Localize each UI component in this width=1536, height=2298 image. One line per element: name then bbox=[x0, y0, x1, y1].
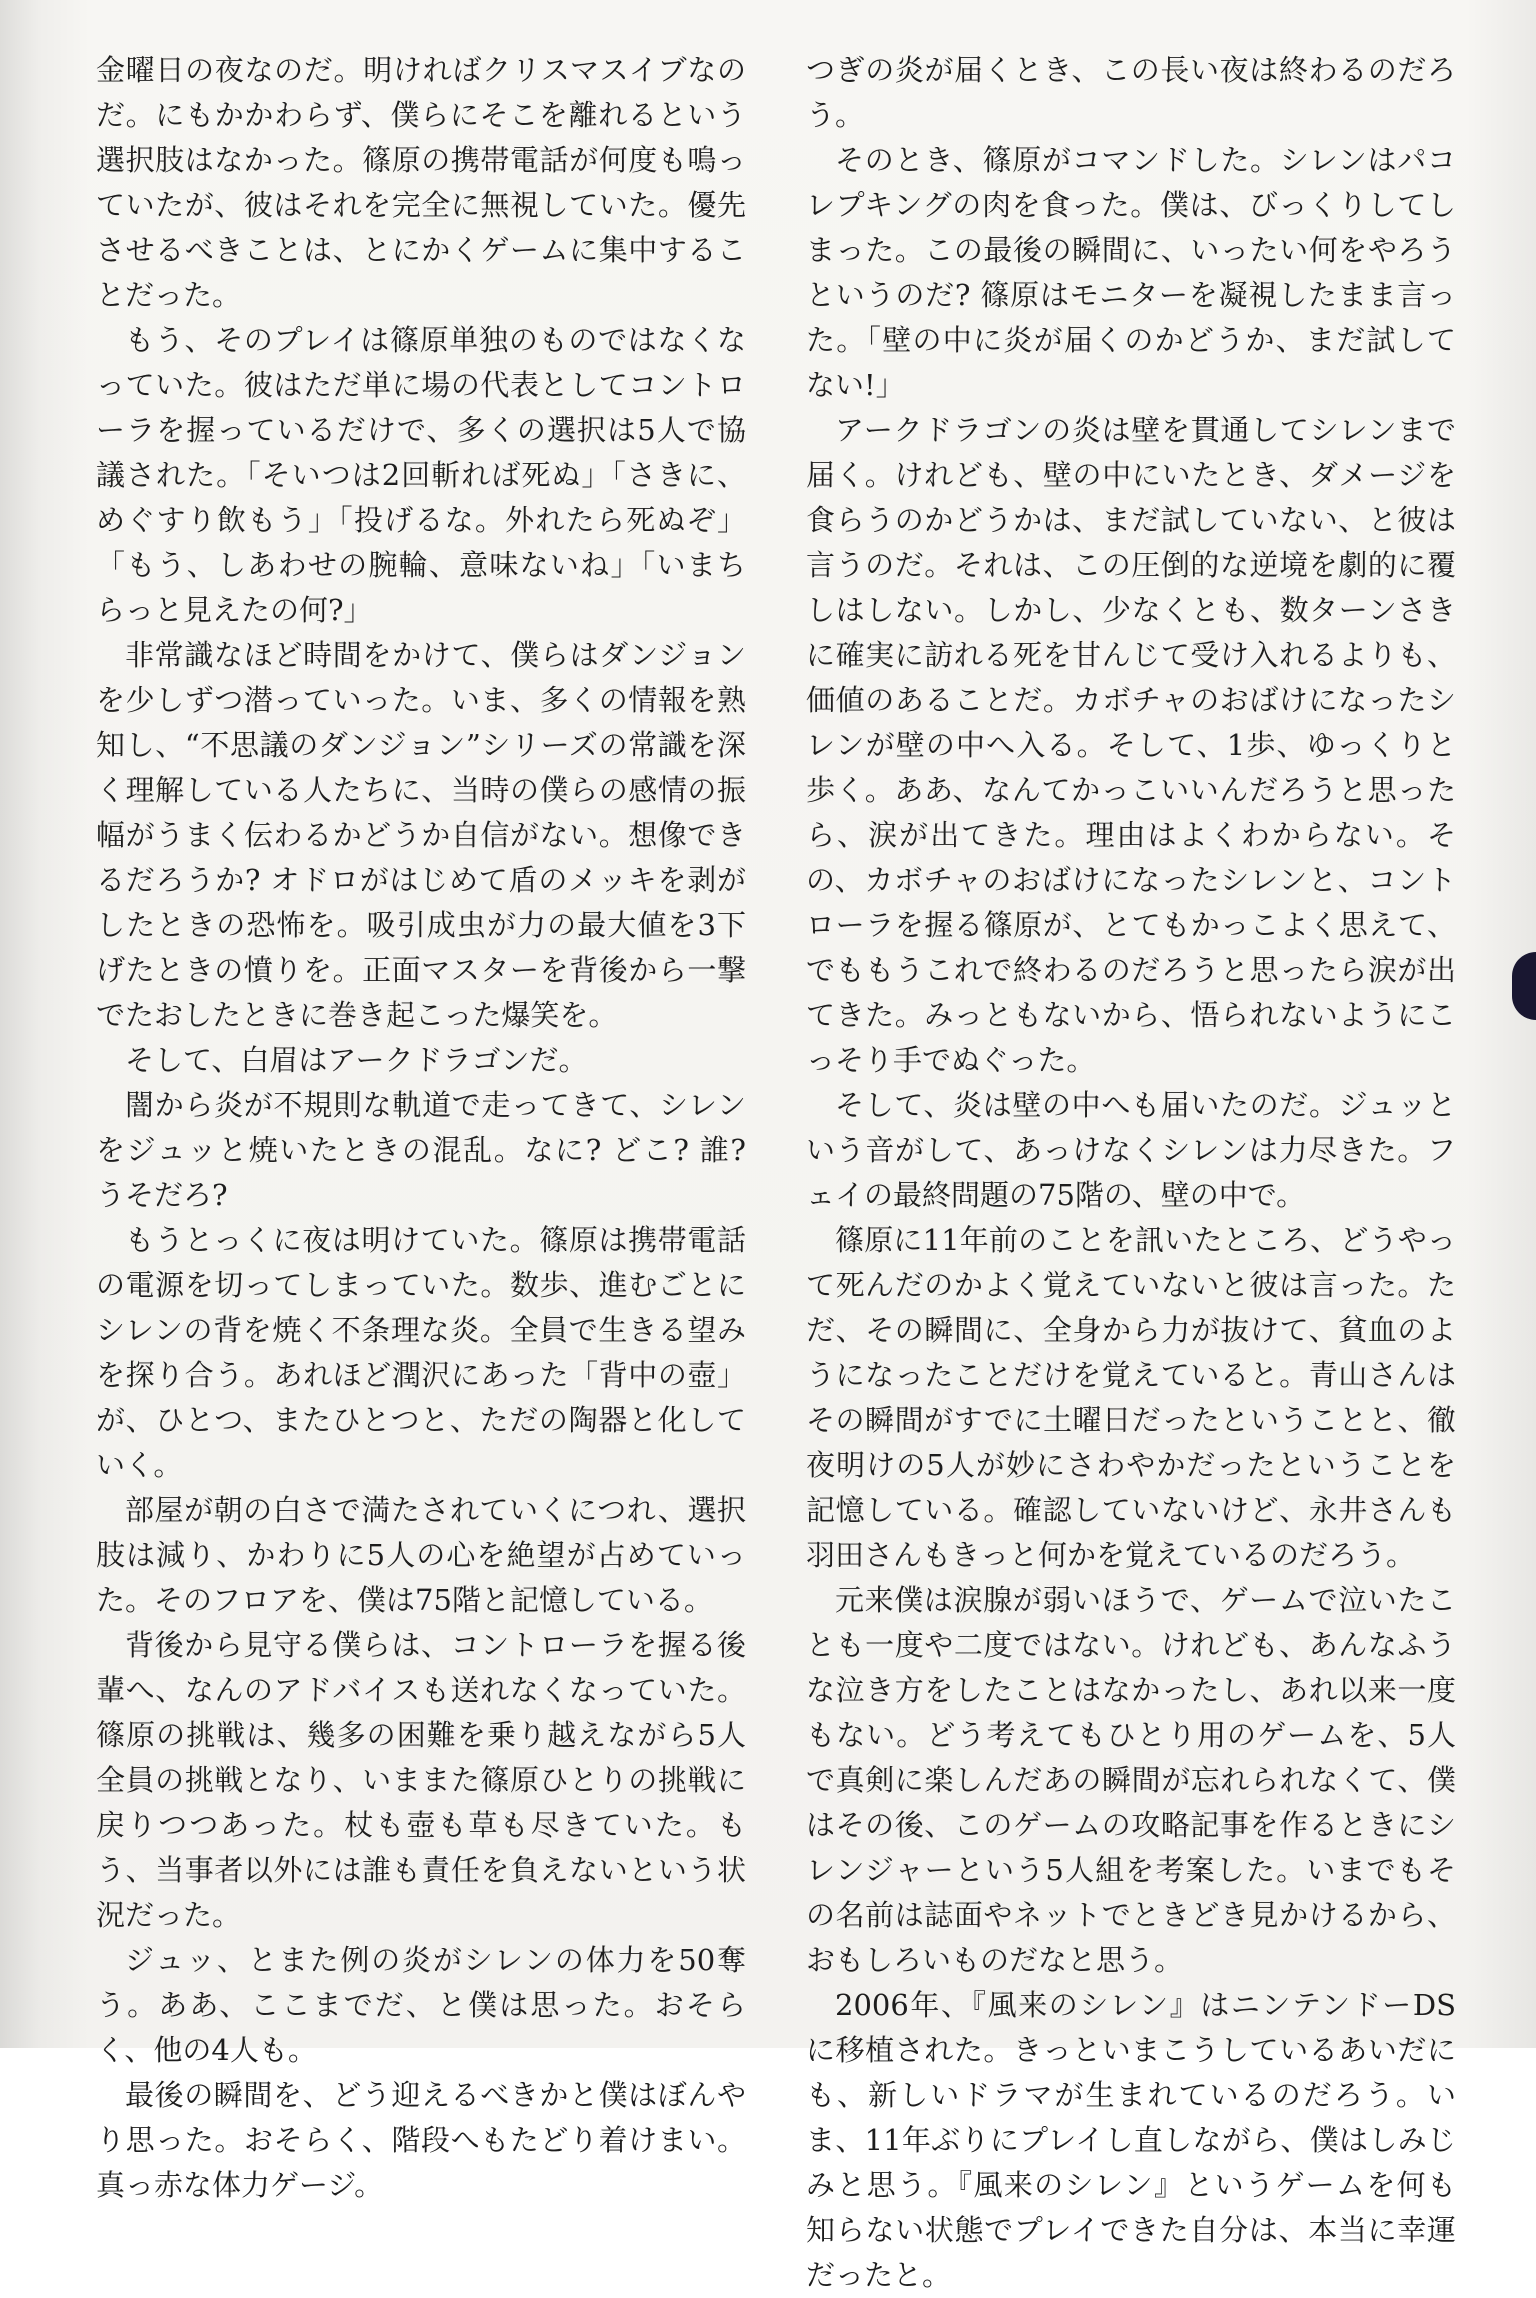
paragraph: そのとき、篠原がコマンドした。シレンはパコレプキングの肉を食った。僕は、びっくりしてしまった。この最後の瞬間に、いったい何をやろうというのだ? 篠原はモニターを凝視したまま言った。「壁の中に炎が届くのかどうか、まだ試してない!」 bbox=[806, 143, 1456, 402]
right-text-column bbox=[806, 48, 1456, 2298]
paragraph: もう、そのプレイは篠原単独のものではなくなっていた。彼はただ単に場の代表としてコントローラを握っているだけで、多くの選択は5人で協議された。「そいつは2回斬れば死ぬ」「さきに、めぐすり飲もう」「投げるな。外れたら死ぬぞ」「もう、しあわせの腕輪、意味ないね」「いまちらっと見えたの何?」 bbox=[96, 323, 746, 627]
paragraph: そして、白眉はアークドラゴンだ。 bbox=[125, 1043, 588, 1077]
paragraph: 部屋が朝の白さで満たされていくにつれ、選択肢は減り、かわりに5人の心を絶望が占めていった。そのフロアを、僕は75階と記憶している。 bbox=[96, 1493, 746, 1617]
paragraph: つぎの炎が届くとき、この長い夜は終わるのだろう。 bbox=[806, 53, 1456, 132]
paragraph: 金曜日の夜なのだ。明ければクリスマスイブなのだ。にもかかわらず、僕らにそこを離れるという選択肢はなかった。篠原の携帯電話が何度も鳴っていたが、彼はそれを完全に無視していた。優先させるべきことは、とにかくゲームに集中することだった。 bbox=[96, 53, 746, 312]
paragraph: 2006年、『風来のシレン』はニンテンドーDSに移植された。きっといまこうしているあいだにも、新しいドラマが生まれているのだろう。いま、11年ぶりにプレイし直しながら、僕はしみじみと思う。『風来のシレン』というゲームを何も知らない状態でプレイできた自分は、本当に幸運だったと。 bbox=[806, 1988, 1456, 2292]
left-text-column bbox=[96, 48, 746, 2208]
paragraph: 非常識なほど時間をかけて、僕らはダンジョンを少しずつ潜っていった。いま、多くの情報を熟知し、“不思議のダンジョン”シリーズの常識を深く理解している人たちに、当時の僕らの感情の振幅がうまく伝わるかどうか自信がない。想像できるだろうか? オドロがはじめて盾のメッキを剥がしたときの恐怖を。吸引成虫が力の最大値を3下げたときの憤りを。正面マスターを背後から一撃でたおしたときに巻き起こった爆笑を。 bbox=[96, 638, 746, 1032]
paragraph: ジュッ、とまた例の炎がシレンの体力を50奪う。ああ、ここまでだ、と僕は思った。おそらく、他の4人も。 bbox=[96, 1943, 746, 2067]
paragraph: 背後から見守る僕らは、コントローラを握る後輩へ、なんのアドバイスも送れなくなっていた。篠原の挑戦は、幾多の困難を乗り越えながら5人全員の挑戦となり、いままた篠原ひとりの挑戦に戻りつつあった。杖も壺も草も尽きていた。もう、当事者以外には誰も責任を負えないという状況だった。 bbox=[96, 1628, 746, 1932]
paragraph: そして、炎は壁の中へも届いたのだ。ジュッという音がして、あっけなくシレンは力尽きた。フェイの最終問題の75階の、壁の中で。 bbox=[806, 1088, 1456, 1212]
page-edge-tab-marker bbox=[1512, 952, 1536, 1020]
paragraph: 最後の瞬間を、どう迎えるべきかと僕はぼんやり思った。おそらく、階段へもたどり着けまい。真っ赤な体力ゲージ。 bbox=[96, 2078, 746, 2202]
paragraph: 闇から炎が不規則な軌道で走ってきて、シレンをジュッと焼いたときの混乱。なに? どこ? 誰? うそだろ? bbox=[96, 1088, 746, 1212]
paragraph: もうとっくに夜は明けていた。篠原は携帯電話の電源を切ってしまっていた。数歩、進むごとにシレンの背を焼く不条理な炎。全員で生きる望みを探り合う。あれほど潤沢にあった「背中の壺」が、ひとつ、またひとつと、ただの陶器と化していく。 bbox=[96, 1223, 746, 1482]
paragraph: 元来僕は涙腺が弱いほうで、ゲームで泣いたことも一度や二度ではない。けれども、あんなふうな泣き方をしたことはなかったし、あれ以来一度もない。どう考えてもひとり用のゲームを、5人で真剣に楽しんだあの瞬間が忘れられなくて、僕はその後、このゲームの攻略記事を作るときにシレンジャーという5人組を考案した。いまでもその名前は誌面やネットでときどき見かけるから、おもしろいものだなと思う。 bbox=[806, 1583, 1456, 1977]
paragraph: アークドラゴンの炎は壁を貫通してシレンまで届く。けれども、壁の中にいたとき、ダメージを食らうのかどうかは、まだ試していない、と彼は言うのだ。それは、この圧倒的な逆境を劇的に覆しはしない。しかし、少なくとも、数ターンさきに確実に訪れる死を甘んじて受け入れるよりも、価値のあることだ。カボチャのおばけになったシレンが壁の中へ入る。そして、1歩、ゆっくりと歩く。ああ、なんてかっこいいんだろうと思ったら、涙が出てきた。理由はよくわからない。その、カボチャのおばけになったシレンと、コントローラを握る篠原が、とてもかっこよく思えて、でももうこれで終わるのだろうと思ったら涙が出てきた。みっともないから、悟られないようにこっそり手でぬぐった。 bbox=[806, 413, 1456, 1077]
paragraph: 篠原に11年前のことを訊いたところ、どうやって死んだのかよく覚えていないと彼は言った。ただ、その瞬間に、全身から力が抜けて、貧血のようになったことだけを覚えていると。青山さんはその瞬間がすでに土曜日だったということと、徹夜明けの5人が妙にさわやかだったということを記憶している。確認していないけど、永井さんも羽田さんもきっと何かを覚えているのだろう。 bbox=[806, 1223, 1456, 1572]
